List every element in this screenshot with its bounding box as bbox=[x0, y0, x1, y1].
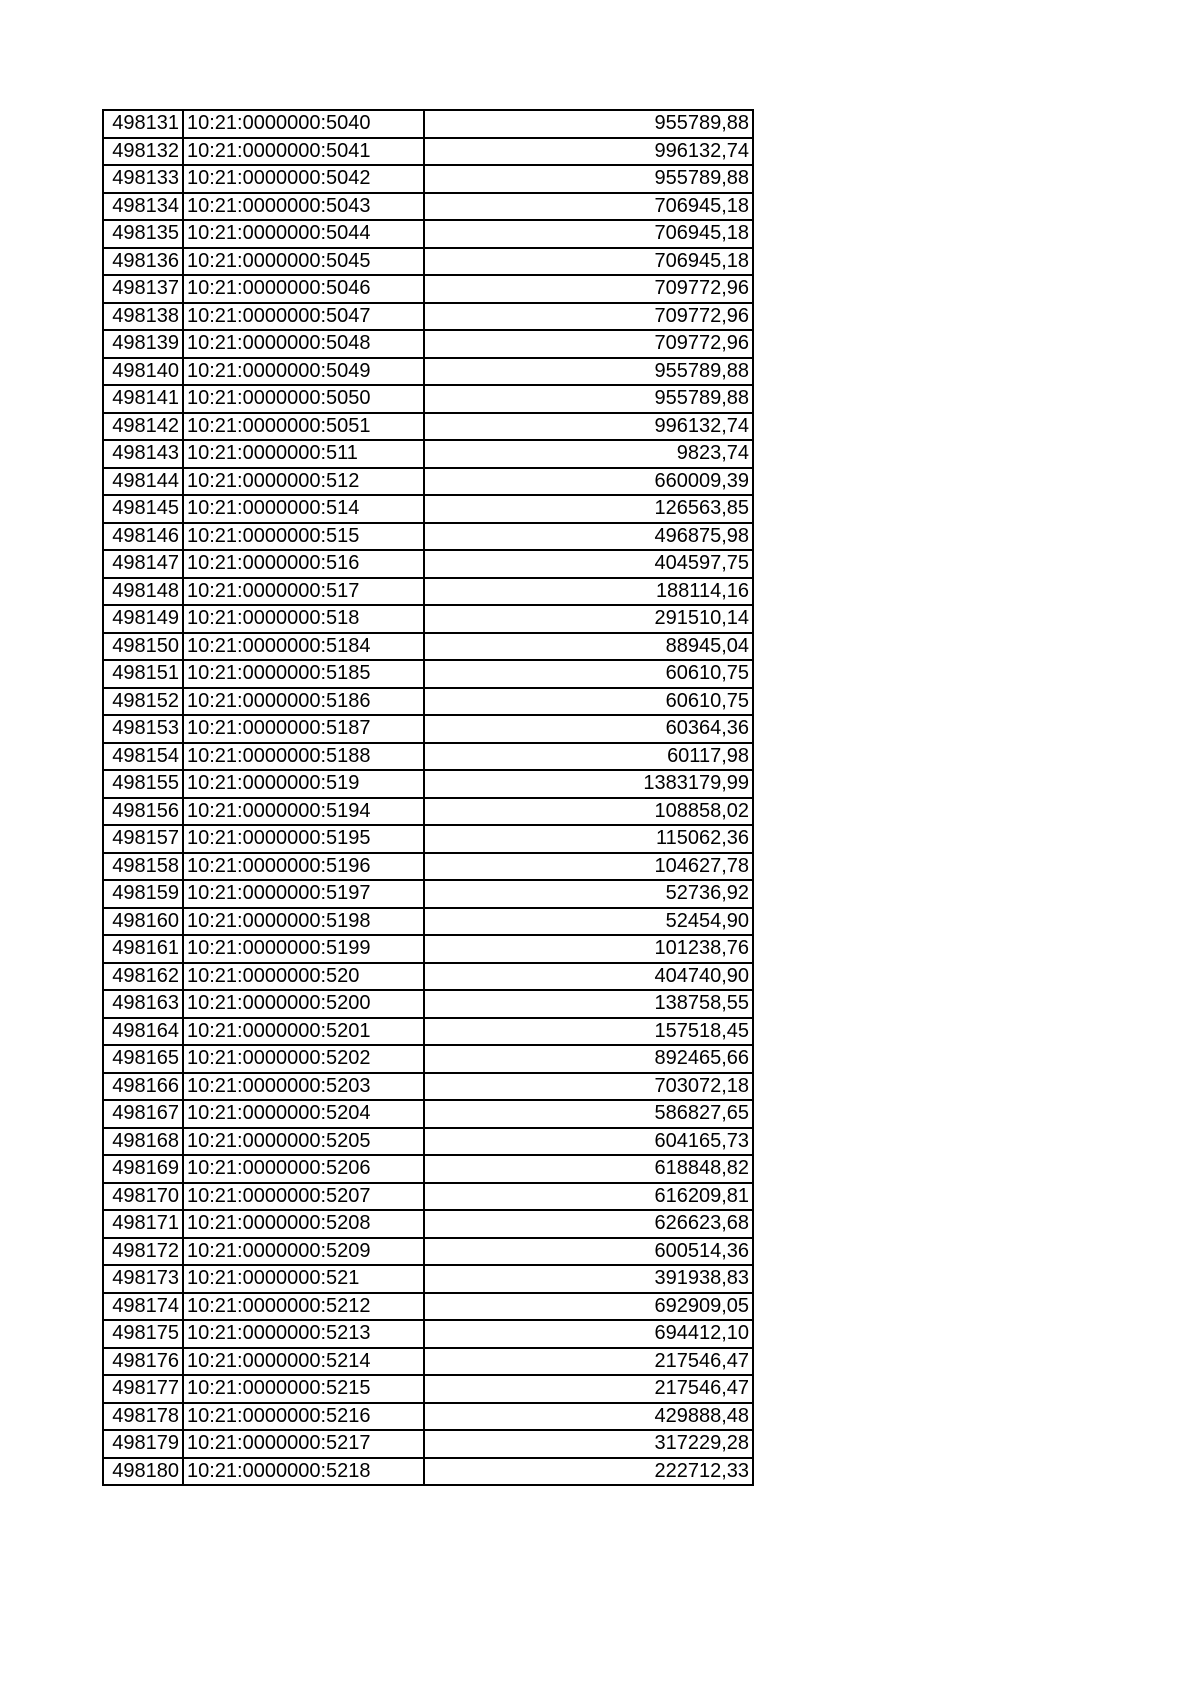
value-cell: 996132,74 bbox=[424, 413, 753, 441]
table-row bbox=[103, 935, 753, 963]
row-number-cell: 498142 bbox=[103, 413, 183, 441]
table-row bbox=[103, 1430, 753, 1458]
table-row bbox=[103, 1458, 753, 1486]
row-number-cell: 498151 bbox=[103, 660, 183, 688]
cadastral-number-cell: 10:21:0000000:5184 bbox=[183, 633, 424, 661]
cadastral-number-cell: 10:21:0000000:5188 bbox=[183, 743, 424, 771]
row-number-cell: 498134 bbox=[103, 193, 183, 221]
cadastral-number-cell: 10:21:0000000:5194 bbox=[183, 798, 424, 826]
table-row bbox=[103, 633, 753, 661]
value-cell: 692909,05 bbox=[424, 1293, 753, 1321]
value-cell: 709772,96 bbox=[424, 330, 753, 358]
value-cell: 9823,74 bbox=[424, 440, 753, 468]
cadastral-number-cell: 10:21:0000000:517 bbox=[183, 578, 424, 606]
value-cell: 709772,96 bbox=[424, 275, 753, 303]
value-cell: 391938,83 bbox=[424, 1265, 753, 1293]
value-cell: 60610,75 bbox=[424, 688, 753, 716]
row-number-cell: 498153 bbox=[103, 715, 183, 743]
value-cell: 600514,36 bbox=[424, 1238, 753, 1266]
value-cell: 404740,90 bbox=[424, 963, 753, 991]
table-row bbox=[103, 1100, 753, 1128]
row-number-cell: 498164 bbox=[103, 1018, 183, 1046]
table-row bbox=[103, 1155, 753, 1183]
cadastral-number-cell: 10:21:0000000:5214 bbox=[183, 1348, 424, 1376]
table-row bbox=[103, 220, 753, 248]
value-cell: 955789,88 bbox=[424, 358, 753, 386]
cadastral-number-cell: 10:21:0000000:5044 bbox=[183, 220, 424, 248]
table-row bbox=[103, 275, 753, 303]
table-row bbox=[103, 578, 753, 606]
row-number-cell: 498131 bbox=[103, 110, 183, 138]
value-cell: 660009,39 bbox=[424, 468, 753, 496]
value-cell: 709772,96 bbox=[424, 303, 753, 331]
table-row bbox=[103, 853, 753, 881]
value-cell: 291510,14 bbox=[424, 605, 753, 633]
cadastral-number-cell: 10:21:0000000:5217 bbox=[183, 1430, 424, 1458]
value-cell: 586827,65 bbox=[424, 1100, 753, 1128]
cadastral-number-cell: 10:21:0000000:5047 bbox=[183, 303, 424, 331]
cadastral-number-cell: 10:21:0000000:520 bbox=[183, 963, 424, 991]
table-row bbox=[103, 1320, 753, 1348]
table-row bbox=[103, 1403, 753, 1431]
row-number-cell: 498163 bbox=[103, 990, 183, 1018]
value-cell: 429888,48 bbox=[424, 1403, 753, 1431]
cadastral-number-cell: 10:21:0000000:5208 bbox=[183, 1210, 424, 1238]
table-row bbox=[103, 1018, 753, 1046]
table-row bbox=[103, 468, 753, 496]
row-number-cell: 498150 bbox=[103, 633, 183, 661]
cadastral-number-cell: 10:21:0000000:5196 bbox=[183, 853, 424, 881]
table-row bbox=[103, 138, 753, 166]
table-row bbox=[103, 1293, 753, 1321]
cadastral-number-cell: 10:21:0000000:518 bbox=[183, 605, 424, 633]
row-number-cell: 498161 bbox=[103, 935, 183, 963]
row-number-cell: 498176 bbox=[103, 1348, 183, 1376]
value-cell: 188114,16 bbox=[424, 578, 753, 606]
row-number-cell: 498148 bbox=[103, 578, 183, 606]
row-number-cell: 498166 bbox=[103, 1073, 183, 1101]
table-row bbox=[103, 1210, 753, 1238]
row-number-cell: 498158 bbox=[103, 853, 183, 881]
value-cell: 138758,55 bbox=[424, 990, 753, 1018]
row-number-cell: 498136 bbox=[103, 248, 183, 276]
value-cell: 996132,74 bbox=[424, 138, 753, 166]
table-row bbox=[103, 110, 753, 138]
cadastral-number-cell: 10:21:0000000:5204 bbox=[183, 1100, 424, 1128]
row-number-cell: 498156 bbox=[103, 798, 183, 826]
table-row bbox=[103, 440, 753, 468]
row-number-cell: 498139 bbox=[103, 330, 183, 358]
row-number-cell: 498141 bbox=[103, 385, 183, 413]
row-number-cell: 498140 bbox=[103, 358, 183, 386]
cadastral-number-cell: 10:21:0000000:5048 bbox=[183, 330, 424, 358]
value-cell: 616209,81 bbox=[424, 1183, 753, 1211]
cadastral-number-cell: 10:21:0000000:512 bbox=[183, 468, 424, 496]
table-row bbox=[103, 798, 753, 826]
cadastral-number-cell: 10:21:0000000:5186 bbox=[183, 688, 424, 716]
cadastral-number-cell: 10:21:0000000:5198 bbox=[183, 908, 424, 936]
table-row bbox=[103, 330, 753, 358]
cadastral-number-cell: 10:21:0000000:5205 bbox=[183, 1128, 424, 1156]
cadastral-number-cell: 10:21:0000000:515 bbox=[183, 523, 424, 551]
cadastral-number-cell: 10:21:0000000:5185 bbox=[183, 660, 424, 688]
table-row bbox=[103, 413, 753, 441]
table-row bbox=[103, 1073, 753, 1101]
table-row bbox=[103, 1128, 753, 1156]
table-row bbox=[103, 165, 753, 193]
cadastral-number-cell: 10:21:0000000:5201 bbox=[183, 1018, 424, 1046]
value-cell: 955789,88 bbox=[424, 110, 753, 138]
table-row bbox=[103, 495, 753, 523]
table-row bbox=[103, 358, 753, 386]
cadastral-number-cell: 10:21:0000000:511 bbox=[183, 440, 424, 468]
table-row bbox=[103, 248, 753, 276]
cadastral-number-cell: 10:21:0000000:5206 bbox=[183, 1155, 424, 1183]
row-number-cell: 498167 bbox=[103, 1100, 183, 1128]
row-number-cell: 498135 bbox=[103, 220, 183, 248]
row-number-cell: 498145 bbox=[103, 495, 183, 523]
cadastral-number-cell: 10:21:0000000:5040 bbox=[183, 110, 424, 138]
value-cell: 1383179,99 bbox=[424, 770, 753, 798]
cadastral-number-cell: 10:21:0000000:5212 bbox=[183, 1293, 424, 1321]
value-cell: 604165,73 bbox=[424, 1128, 753, 1156]
value-cell: 217546,47 bbox=[424, 1348, 753, 1376]
row-number-cell: 498154 bbox=[103, 743, 183, 771]
cadastral-number-cell: 10:21:0000000:5202 bbox=[183, 1045, 424, 1073]
row-number-cell: 498157 bbox=[103, 825, 183, 853]
cadastral-number-cell: 10:21:0000000:5046 bbox=[183, 275, 424, 303]
value-cell: 60610,75 bbox=[424, 660, 753, 688]
row-number-cell: 498169 bbox=[103, 1155, 183, 1183]
row-number-cell: 498137 bbox=[103, 275, 183, 303]
value-cell: 496875,98 bbox=[424, 523, 753, 551]
table-row bbox=[103, 605, 753, 633]
value-cell: 706945,18 bbox=[424, 248, 753, 276]
value-cell: 52736,92 bbox=[424, 880, 753, 908]
row-number-cell: 498143 bbox=[103, 440, 183, 468]
cadastral-number-cell: 10:21:0000000:5041 bbox=[183, 138, 424, 166]
value-cell: 52454,90 bbox=[424, 908, 753, 936]
row-number-cell: 498171 bbox=[103, 1210, 183, 1238]
table-row bbox=[103, 385, 753, 413]
row-number-cell: 498132 bbox=[103, 138, 183, 166]
table-row bbox=[103, 743, 753, 771]
cadastral-number-cell: 10:21:0000000:5042 bbox=[183, 165, 424, 193]
table-row bbox=[103, 880, 753, 908]
cadastral-number-cell: 10:21:0000000:5200 bbox=[183, 990, 424, 1018]
value-cell: 108858,02 bbox=[424, 798, 753, 826]
row-number-cell: 498147 bbox=[103, 550, 183, 578]
row-number-cell: 498172 bbox=[103, 1238, 183, 1266]
value-cell: 892465,66 bbox=[424, 1045, 753, 1073]
row-number-cell: 498178 bbox=[103, 1403, 183, 1431]
row-number-cell: 498144 bbox=[103, 468, 183, 496]
value-cell: 104627,78 bbox=[424, 853, 753, 881]
table-row bbox=[103, 990, 753, 1018]
table-row bbox=[103, 550, 753, 578]
row-number-cell: 498179 bbox=[103, 1430, 183, 1458]
cadastral-number-cell: 10:21:0000000:5218 bbox=[183, 1458, 424, 1486]
table-row bbox=[103, 908, 753, 936]
cadastral-number-cell: 10:21:0000000:5045 bbox=[183, 248, 424, 276]
value-cell: 703072,18 bbox=[424, 1073, 753, 1101]
row-number-cell: 498133 bbox=[103, 165, 183, 193]
table-row bbox=[103, 1238, 753, 1266]
value-cell: 217546,47 bbox=[424, 1375, 753, 1403]
cadastral-number-cell: 10:21:0000000:5195 bbox=[183, 825, 424, 853]
row-number-cell: 498175 bbox=[103, 1320, 183, 1348]
cadastral-number-cell: 10:21:0000000:519 bbox=[183, 770, 424, 798]
table-row bbox=[103, 1265, 753, 1293]
table-row bbox=[103, 523, 753, 551]
data-table bbox=[102, 109, 754, 1486]
table-row bbox=[103, 1045, 753, 1073]
table-row bbox=[103, 963, 753, 991]
value-cell: 317229,28 bbox=[424, 1430, 753, 1458]
cadastral-number-cell: 10:21:0000000:5043 bbox=[183, 193, 424, 221]
value-cell: 618848,82 bbox=[424, 1155, 753, 1183]
value-cell: 706945,18 bbox=[424, 193, 753, 221]
value-cell: 101238,76 bbox=[424, 935, 753, 963]
value-cell: 694412,10 bbox=[424, 1320, 753, 1348]
row-number-cell: 498170 bbox=[103, 1183, 183, 1211]
row-number-cell: 498180 bbox=[103, 1458, 183, 1486]
row-number-cell: 498138 bbox=[103, 303, 183, 331]
value-cell: 955789,88 bbox=[424, 165, 753, 193]
row-number-cell: 498168 bbox=[103, 1128, 183, 1156]
cadastral-number-cell: 10:21:0000000:5213 bbox=[183, 1320, 424, 1348]
value-cell: 157518,45 bbox=[424, 1018, 753, 1046]
value-cell: 626623,68 bbox=[424, 1210, 753, 1238]
row-number-cell: 498159 bbox=[103, 880, 183, 908]
cadastral-number-cell: 10:21:0000000:5199 bbox=[183, 935, 424, 963]
value-cell: 60117,98 bbox=[424, 743, 753, 771]
row-number-cell: 498149 bbox=[103, 605, 183, 633]
table-row bbox=[103, 1183, 753, 1211]
table-row bbox=[103, 660, 753, 688]
cadastral-number-cell: 10:21:0000000:5203 bbox=[183, 1073, 424, 1101]
row-number-cell: 498160 bbox=[103, 908, 183, 936]
table-row bbox=[103, 1348, 753, 1376]
table-row bbox=[103, 303, 753, 331]
row-number-cell: 498165 bbox=[103, 1045, 183, 1073]
row-number-cell: 498146 bbox=[103, 523, 183, 551]
value-cell: 88945,04 bbox=[424, 633, 753, 661]
cadastral-number-cell: 10:21:0000000:514 bbox=[183, 495, 424, 523]
value-cell: 60364,36 bbox=[424, 715, 753, 743]
value-cell: 126563,85 bbox=[424, 495, 753, 523]
row-number-cell: 498155 bbox=[103, 770, 183, 798]
cadastral-number-cell: 10:21:0000000:5050 bbox=[183, 385, 424, 413]
cadastral-number-cell: 10:21:0000000:516 bbox=[183, 550, 424, 578]
row-number-cell: 498177 bbox=[103, 1375, 183, 1403]
row-number-cell: 498152 bbox=[103, 688, 183, 716]
value-cell: 222712,33 bbox=[424, 1458, 753, 1486]
table-body bbox=[103, 110, 753, 1485]
cadastral-number-cell: 10:21:0000000:5187 bbox=[183, 715, 424, 743]
table-row bbox=[103, 825, 753, 853]
cadastral-number-cell: 10:21:0000000:5197 bbox=[183, 880, 424, 908]
cadastral-number-cell: 10:21:0000000:5207 bbox=[183, 1183, 424, 1211]
table-row bbox=[103, 1375, 753, 1403]
cadastral-number-cell: 10:21:0000000:5209 bbox=[183, 1238, 424, 1266]
cadastral-number-cell: 10:21:0000000:5049 bbox=[183, 358, 424, 386]
cadastral-number-cell: 10:21:0000000:5215 bbox=[183, 1375, 424, 1403]
value-cell: 706945,18 bbox=[424, 220, 753, 248]
value-cell: 115062,36 bbox=[424, 825, 753, 853]
table-row bbox=[103, 688, 753, 716]
cadastral-number-cell: 10:21:0000000:5216 bbox=[183, 1403, 424, 1431]
row-number-cell: 498162 bbox=[103, 963, 183, 991]
cadastral-number-cell: 10:21:0000000:521 bbox=[183, 1265, 424, 1293]
table-row bbox=[103, 715, 753, 743]
cadastral-number-cell: 10:21:0000000:5051 bbox=[183, 413, 424, 441]
table-row bbox=[103, 193, 753, 221]
row-number-cell: 498174 bbox=[103, 1293, 183, 1321]
value-cell: 955789,88 bbox=[424, 385, 753, 413]
table-row bbox=[103, 770, 753, 798]
value-cell: 404597,75 bbox=[424, 550, 753, 578]
row-number-cell: 498173 bbox=[103, 1265, 183, 1293]
